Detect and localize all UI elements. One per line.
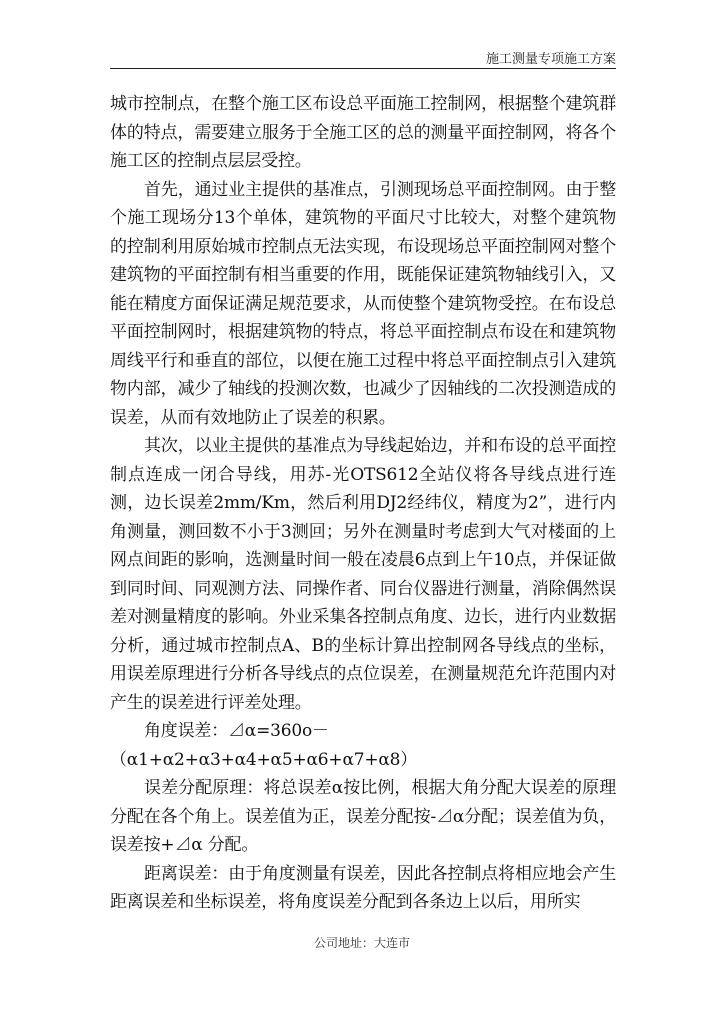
body-text [110, 90, 616, 917]
company-address: 公司地址：大连市 [313, 936, 410, 950]
paragraph-second: 其次，以业主提供的基准点为导线起始边，并和布设的总平面控制点连成一闭合导线，用苏-光OTS612全站仪将各导线点进行连测，边长误差2mm/Km，然后利用DJ2经纬仪，精度为2”，进行内角测量，测回数不小于3测回；另外在测量时考虑到大气对楼面的上网点间距的影响，选测量时间一般在凌晨6点到上午10点，并保证做到同时间、同观测方法、同操作者、同台仪器进行测量，消除偶然误差对测量精度的影响。外业采集各控制点角度、边长，进行内业数据分析，通过城市控制点A、B的坐标计算出控制网各导线点的坐标，用误差原理进行分析各导线点的点位误差，在测量规范允许范围内对产生的误差进行评差处理。 [110, 436, 616, 713]
angle-error-formula-terms: （α1+α2+α3+α4+α5+α6+α7+α8） [110, 749, 418, 770]
distance-error-paragraph: 距离误差：由于角度测量有误差，因此各控制点将相应地会产生距离误差和坐标误差，将角度误差分配到各条边上以后，用所实 [110, 863, 616, 912]
page-header [110, 46, 616, 69]
paragraph-continuation: 城市控制点，在整个施工区布设总平面施工控制网，根据整个建筑群体的特点，需要建立服务于全施工区的总的测量平面控制网，将各个施工区的控制点层层受控。 [110, 94, 616, 171]
paragraph-first: 首先，通过业主提供的基准点，引测现场总平面控制网。由于整个施工现场分13个单体，建筑物的平面尺寸比较大，对整个建筑物的控制利用原始城市控制点无法实现，布设现场总平面控制网对整个建筑物的平面控制有相当重要的作用，既能保证建筑物轴线引入，又能在精度方面保证满足规范要求，从而使整个建筑物受控。在布设总平面控制网时，根据建筑物的特点，将总平面控制点布设在和建筑物周线平行和垂直的部位，以便在施工过程中将总平面控制点引入建筑物内部，减少了轴线的投测次数，也减少了因轴线的二次投测造成的误差，从而有效地防止了误差的积累。 [110, 179, 616, 428]
angle-error-formula: 角度误差：⊿α=360ο－ [144, 721, 329, 741]
page-footer [0, 934, 724, 951]
error-distribution-paragraph: 误差分配原理：将总误差α按比例，根据大角分配大误差的原理分配在各个角上。误差值为正，误差分配按-⊿α分配；误差值为负，误差按+⊿α 分配。 [110, 778, 616, 855]
header-title: 施工测量专项施工方案 [485, 52, 616, 67]
